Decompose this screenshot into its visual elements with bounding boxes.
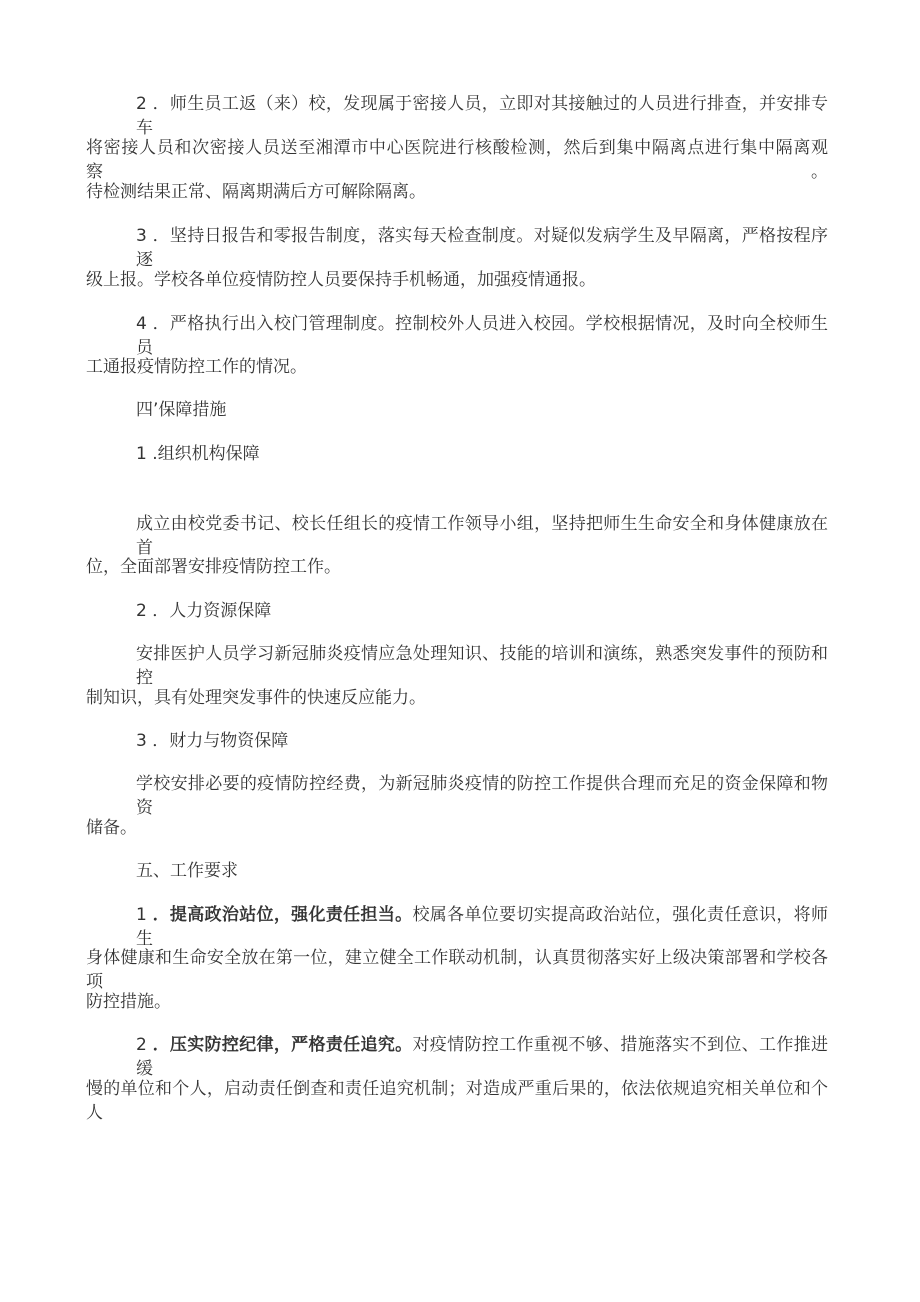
s4-2-heading: 2 ．人力资源保障 (136, 601, 272, 621)
item-text: ．严格执行出入校门管理制度。控制校外人员进入校园。学校根据情况，及时向全校师生员 (136, 314, 828, 358)
s4-2-line-1: 安排医护人员学习新冠肺炎疫情应急处理知识、技能的培训和演练，熟悉突发事件的预防和控 (136, 644, 828, 688)
s5-1-line-2: 身体健康和生命安全放在第一位，建立健全工作联动机制，认真贯彻落实好上级决策部署和学校各项 (86, 948, 828, 992)
item-text: 校属各单位要切实提高政治站位，强化责任意识，将师生 (136, 905, 829, 949)
s5-2-line-1 (136, 1033, 828, 1081)
s4-1-heading: 1 .组织机构保障 (136, 444, 260, 464)
item-text: ．坚持日报告和零报告制度，落实每天检查制度。对疑似发病学生及早隔离，严格按程序逐 (136, 226, 828, 270)
item-4-line-1 (136, 312, 828, 360)
item-number: 4 (136, 314, 147, 334)
bold-lead: ．压实防控纪律，严格责任追究。 (152, 1035, 413, 1055)
item-4-line-2: 工通报疫情防控工作的情况。 (86, 357, 307, 377)
s4-2-line-2: 制知识，具有处理突发事件的快速反应能力。 (86, 688, 426, 708)
bold-lead: ．提高政治站位，强化责任担当。 (152, 905, 413, 925)
item-number: 2 (136, 94, 147, 114)
item-3-line-1 (136, 224, 828, 272)
item-2-line-3: 待检测结果正常、隔离期满后方可解除隔离。 (86, 182, 426, 202)
s4-1-line-2: 位，全面部署安排疫情防控工作。 (86, 557, 341, 577)
item-3-line-2: 级上报。学校各单位疫情防控人员要保持手机畅通，加强疫情通报。 (86, 270, 596, 290)
item-text: 对疫情防控工作重视不够、措施落实不到位、工作推进缓 (136, 1035, 829, 1079)
section-5-heading: 五、工作要求 (136, 861, 238, 881)
item-number: 3 (136, 226, 147, 246)
item-number: 2 (136, 1035, 147, 1055)
s5-1-line-1 (136, 903, 828, 951)
s4-3-line-2: 储备。 (86, 818, 137, 838)
item-text: ．师生员工返（来）校，发现属于密接人员，立即对其接触过的人员进行排查，并安排专车 (136, 94, 828, 138)
s4-3-line-1: 学校安排必要的疫情防控经费，为新冠肺炎疫情的防控工作提供合理而充足的资金保障和物资 (136, 774, 828, 818)
section-4-heading: 四’保障措施 (136, 400, 227, 420)
item-2-line-1 (136, 92, 828, 140)
s4-1-line-1: 成立由校党委书记、校长任组长的疫情工作领导小组，坚持把师生生命安全和身体健康放在首 (136, 514, 828, 558)
s5-2-line-2: 慢的单位和个人，启动责任倒查和责任追究机制；对造成严重后果的，依法依规追究相关单位和个人 (86, 1079, 828, 1123)
s5-1-line-3: 防控措施。 (86, 992, 171, 1012)
item-number: 1 (136, 905, 147, 925)
s4-3-heading: 3 ．财力与物资保障 (136, 731, 289, 751)
item-2-line-2: 将密接人员和次密接人员送至湘潭市中心医院进行核酸检测，然后到集中隔离点进行集中隔离观察。 (86, 138, 828, 182)
